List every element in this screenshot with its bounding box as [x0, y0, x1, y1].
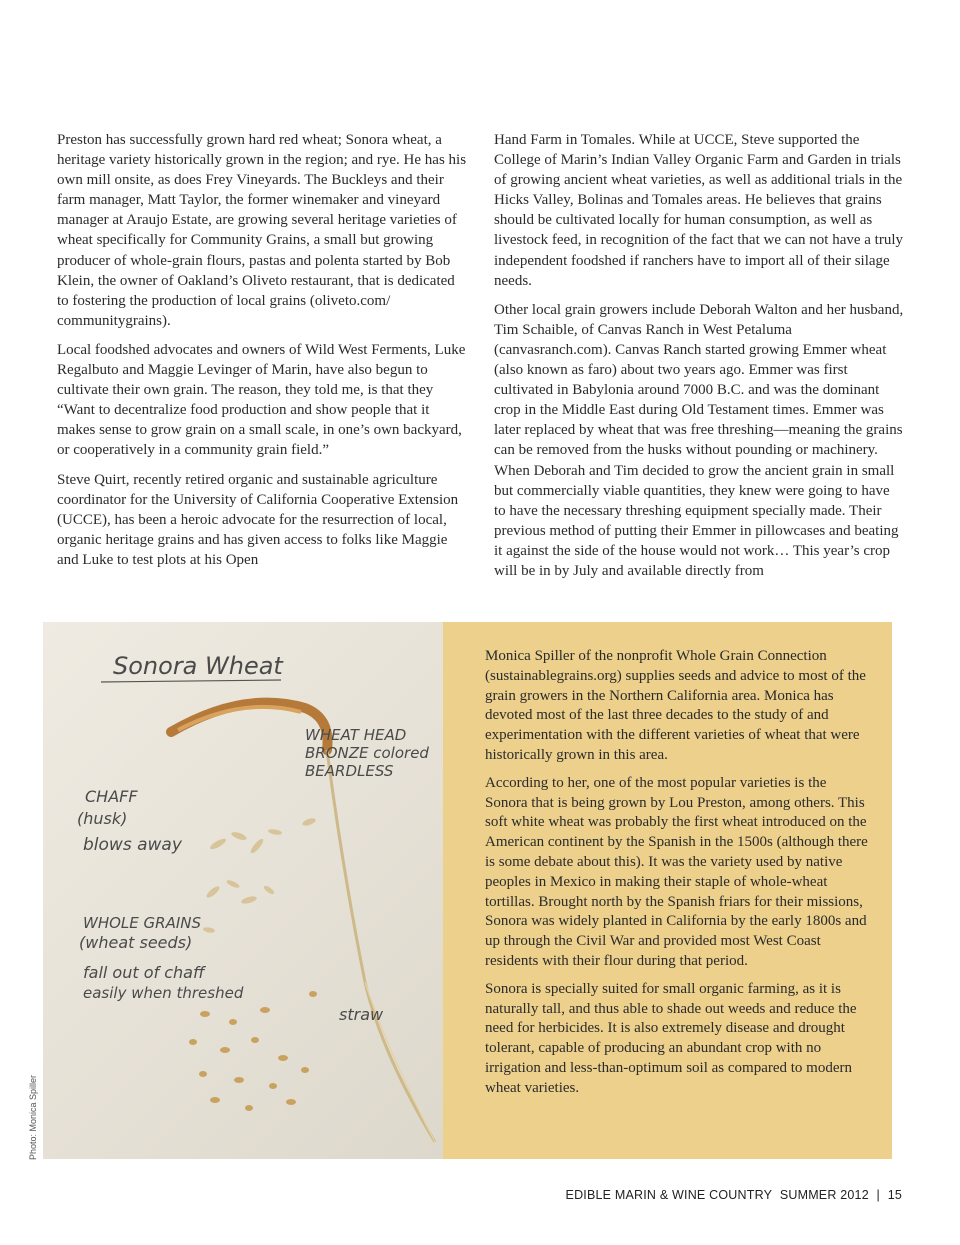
page-number: 15 — [887, 1188, 902, 1202]
paragraph: Steve Quirt, recently retired organic and sustainable agriculture coordinator for the University of California Cooperative Extension (UCCE), has been a heroic advocate for the resurrection of local, organic heritage grains and has given access to folks like Maggie and Luke to test plots at his Open — [57, 471, 459, 568]
sidebar-paragraph: According to her, one of the most popular varieties is the Sonora that is being grown by Lou Preston, among others. This soft white wheat was probably the first wheat introduced on the American continent by the Spanish in the 1500s (although there is some debate about this). It was the variety used by native peoples in Mexico in making their staple of whole-wheat tortillas. Brought north by the Spanish friars for their missions, Sonora was widely planted in California by the early 1800s and up through the Civil War and provided most West Coast residents with their flour during that period. — [485, 774, 868, 969]
label-beardless: BEARDLESS — [305, 762, 394, 780]
wheat-stalk — [171, 703, 435, 1142]
label-straw: straw — [339, 1005, 384, 1024]
label-wheat-head: WHEAT HEAD — [305, 726, 407, 744]
label-whole-grains: WHOLE GRAINS — [83, 914, 201, 932]
label-blows-away: blows away — [83, 835, 182, 855]
sidebar-paragraph: Sonora is specially suited for small organic farming, as it is naturally tall, and thus able to shade out weeds and reduce the need for herbicides. It is also extremely disease and drought tolerant, capable of producing an abundant crop with no irrigation and less-than-optimum soil as compared to modern wheat varieties. — [485, 980, 857, 1096]
article-column-right — [494, 130, 904, 590]
label-fall-out: fall out of chaff — [83, 963, 205, 982]
page-footer — [564, 1188, 904, 1202]
paragraph: Hand Farm in Tomales. While at UCCE, Steve supported the College of Marin’s Indian Valley Organic Farm and Garden in trials of growing ancient wheat varieties, as well as additional trials in the Hicks Valley, Bolinas and Tomales areas. He believes that grains should be cultivated locally for human consumption, as well as livestock feed, in recognition of the fact that we can not have a truly independent foodshed if ranchers have to import all of their silage needs. — [494, 132, 904, 289]
chaff-pieces — [203, 817, 317, 934]
photo-credit: Photo: Monica Spiller — [28, 1074, 38, 1160]
label-bronze: BRONZE colored — [305, 744, 429, 762]
photo-title: Sonora Wheat — [113, 652, 283, 680]
footer-separator: | — [876, 1188, 880, 1202]
title-underline — [101, 680, 281, 682]
label-easily-threshed: easily when threshed — [83, 984, 244, 1002]
label-chaff: CHAFF — [85, 787, 138, 806]
issue-date: SUMMER 2012 — [779, 1188, 869, 1202]
sidebar-box — [443, 622, 892, 1159]
article-column-left — [57, 130, 467, 579]
label-husk: (husk) — [77, 809, 128, 828]
publication-name: EDIBLE MARIN & WINE COUNTRY — [565, 1188, 773, 1202]
paragraph: Local foodshed advocates and owners of Wild West Ferments, Luke Regalbuto and Maggie Levinger of Marin, have also begun to cultivate their own grain. The reason, they told me, is that they “Want to decentralize food production and show people that it makes sense to grow grain on a small scale, in one’s own backyard, or cooperatively in a community grain field.” — [57, 341, 466, 459]
paragraph: Other local grain growers include Deborah Walton and her husband, Tim Schaible, of Canvas Ranch in West Petaluma (canvasranch.com). Canvas Ranch started growing Emmer wheat (also known as faro) about two years ago. Emmer was first cultivated in Babylonia around 7000 B.C. and was the dominant crop in the Middle East during Old Testament times. Emmer was later replaced by wheat that was free threshing—meaning the grains can be removed from the husks without pounding or machinery. When Deborah and Tim decided to grow the ancient grain in small but commercially viable quantities, they knew were going to have to have the necessary threshing equipment specially made. Their previous method of putting their Emmer in pillowcases and beating it against the side of the house would not work… This year’s crop will be in by July and available directly from — [494, 301, 904, 579]
label-wheat-seeds: (wheat seeds) — [79, 933, 193, 952]
wheat-grains — [189, 991, 317, 1111]
sidebar-paragraph: Monica Spiller of the nonprofit Whole Grain Connection (sustainablegrains.org) supplies seeds and advice to most of the grain growers in the Northern California area. Monica has devoted most of the last three decades to the study of and experimentation with the different varieties of wheat that were historically grown in this area. — [485, 648, 866, 763]
paragraph: Preston has successfully grown hard red wheat; Sonora wheat, a heritage variety historically grown in the region; and rye. He has his own mill onsite, as does Frey Vineyards. The Buckleys and their farm manager, Matt Taylor, the former winemaker and vineyard manager at Araujo Estate, are growing several heritage varieties of wheat specifically for Community Grains, a small but growing producer of whole-grain flours, pastas and polenta started by Bob Klein, the owner of Oakland’s Oliveto restaurant, that is dedicated to fostering the production of local grains (oliveto.com/ communitygrains). — [57, 132, 467, 329]
wheat-illustration — [43, 622, 443, 1159]
wheat-photo — [43, 622, 443, 1159]
